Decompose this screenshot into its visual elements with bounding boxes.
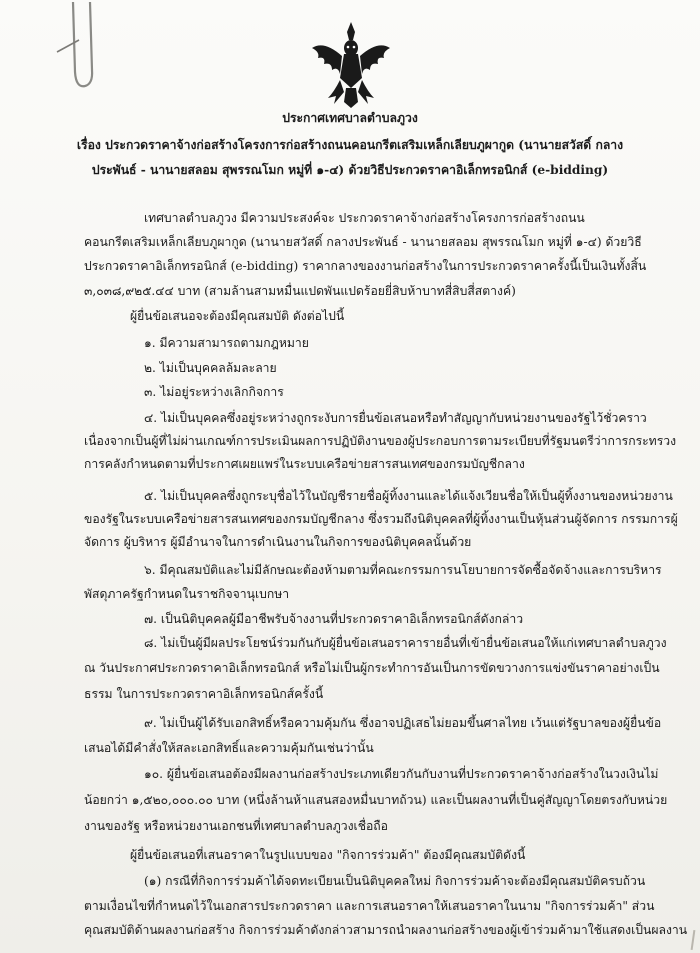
list-item: ๓. ไม่อยู่ระหว่างเลิกกิจการ <box>144 385 284 399</box>
list-item: ๗. เป็นนิติบุคคลผู้มีอาชีพรับจ้างงานที่ประกวดราคาอิเล็กทรอนิกส์ดังกล่าว <box>144 612 524 626</box>
list-item: การคลังกำหนดตามที่ประกาศเผยแพร่ในระบบเครือข่ายสารสนเทศของกรมบัญชีกลาง <box>84 457 525 471</box>
list-item: ๖. มีคุณสมบัติและไม่มีลักษณะต้องห้ามตามที่คณะกรรมการนโยบายการจัดซื้อจัดจ้างและการบริหาร <box>144 563 662 577</box>
list-item: ๕. ไม่เป็นบุคคลซึ่งถูกระบุชื่อไว้ในบัญชีรายชื่อผู้ทิ้งงานและได้แจ้งเวียนชื่อให้เป็นผู้ทิ้งงานของหน่วยงาน <box>144 489 673 503</box>
list-item: ๘. ไม่เป็นผู้มีผลประโยชน์ร่วมกันกับผู้ยื่นข้อเสนอราคารายอื่นที่เข้ายื่นข้อเสนอให้แก่เทศบาลตำบลภูวง <box>144 636 667 650</box>
list-item: ธรรม ในการประกวดราคาอิเล็กทรอนิกส์ครั้งนี้ <box>84 687 324 701</box>
subject-line-1: เรื่อง ประกวดราคาจ้างก่อสร้างโครงการก่อสร้างถนนคอนกรีตเสริมเหล็กเลียบภูผากูด (นานายสวัสดิ์ กลาง <box>76 138 624 152</box>
list-item: จัดการ ผู้บริหาร ผู้มีอำนาจในการดำเนินงานในกิจการของนิติบุคคลนั้นด้วย <box>84 535 472 549</box>
list-item: (๑) กรณีที่กิจการร่วมค้าได้จดทะเบียนเป็นนิติบุคคลใหม่ กิจการร่วมค้าจะต้องมีคุณสมบัติครบถ้วน <box>144 874 646 888</box>
list-item: ๙. ไม่เป็นผู้ได้รับเอกสิทธิ์หรือความคุ้มกัน ซึ่งอาจปฏิเสธไม่ยอมขึ้นศาลไทย เว้นแต่รัฐบาลของผู้ยื่นข้อ <box>144 716 662 730</box>
list-item: ๒. ไม่เป็นบุคคลล้มละลาย <box>144 361 277 375</box>
list-item: คุณสมบัติด้านผลงานก่อสร้าง กิจการร่วมค้าดังกล่าวสามารถนำผลงานก่อสร้างของผู้เข้าร่วมค้ามาใช้แสดงเป็นผลงาน <box>84 923 688 937</box>
list-item: ตามเงื่อนไขที่กำหนดไว้ในเอกสารประกวดราคา และการเสนอราคาให้เสนอราคาในนาม "กิจการร่วมค้า" ส่วน <box>84 899 655 913</box>
garuda-emblem-icon <box>306 18 396 110</box>
list-item: ๔. ไม่เป็นบุคคลซึ่งอยู่ระหว่างถูกระงับการยื่นข้อเสนอหรือทำสัญญากับหน่วยงานของรัฐไว้ชั่วคราว <box>144 411 647 425</box>
body-line: ผู้ยื่นข้อเสนอจะต้องมีคุณสมบัติ ดังต่อไปนี้ <box>130 309 345 323</box>
list-item: ๑๐. ผู้ยื่นข้อเสนอต้องมีผลงานก่อสร้างประเภทเดียวกันกับงานที่ประกวดราคาจ้างก่อสร้างในวงเงินไม่ <box>144 767 659 781</box>
body-line: เทศบาลตำบลภูวง มีความประสงค์จะ ประกวดราคาจ้างก่อสร้างโครงการก่อสร้างถนน <box>144 211 585 225</box>
list-item: พัสดุภาครัฐกำหนดในราชกิจจานุเบกษา <box>84 587 290 601</box>
body-line: ประกวดราคาอิเล็กทรอนิกส์ (e-bidding) ราคากลางของงานก่อสร้างในการประกวดราคาครั้งนี้เป็นเงินทั้งสิ้น <box>84 259 647 273</box>
document-header: ประกาศเทศบาลตำบลภูวง <box>282 111 418 125</box>
body-line: คอนกรีตเสริมเหล็กเลียบภูผากูด (นานายสวัสดิ์ กลางประพันธ์ - นานายสลอม สุพรรณโมก หมู่ที่ ๑-๔) ด้วยวิธี <box>84 235 642 249</box>
body-line: ๓,๐๓๘,๙๒๕.๔๔ บาท (สามล้านสามหมื่นแปดพันแปดร้อยยี่สิบห้าบาทสี่สิบสี่สตางค์) <box>84 284 516 298</box>
list-item: ณ วันประกาศประกวดราคาอิเล็กทรอนิกส์ หรือไม่เป็นผู้กระทำการอันเป็นการขัดขวางการแข่งขันราคาอย่างเป็น <box>84 661 660 675</box>
paper-clip-icon <box>55 0 115 95</box>
list-item: เสนอได้มีคำสั่งให้สละเอกสิทธิ์และความคุ้มกันเช่นว่านั้น <box>84 741 374 755</box>
list-item: ๑. มีความสามารถตามกฎหมาย <box>144 336 309 350</box>
list-item: เนื่องจากเป็นผู้ที่ไม่ผ่านเกณฑ์การประเมินผลการปฏิบัติงานของผู้ประกอบการตามระเบียบที่รัฐมนตรีว่าการกระทรวง <box>84 434 677 448</box>
list-item: ของรัฐในระบบเครือข่ายสารสนเทศของกรมบัญชีกลาง ซึ่งรวมถึงนิติบุคคลที่ผู้ทิ้งงานเป็นหุ้นส่วนผู้จัดการ กรรมการผู้ <box>84 512 678 526</box>
list-item: น้อยกว่า ๑,๕๒๐,๐๐๐.๐๐ บาท (หนึ่งล้านห้าแสนสองหมื่นบาทถ้วน) และเป็นผลงานที่เป็นคู่สัญญาโดยตรงกับหน่วย <box>84 793 668 807</box>
subject-line-2: ประพันธ์ - นานายสลอม สุพรรณโมก หมู่ที่ ๑-๔) ด้วยวิธีประกวดราคาอิเล็กทรอนิกส์ (e-bidding) <box>91 163 609 177</box>
body-line: ผู้ยื่นข้อเสนอที่เสนอราคาในรูปแบบของ "กิจการร่วมค้า" ต้องมีคุณสมบัติดังนี้ <box>130 848 526 862</box>
list-item: งานของรัฐ หรือหน่วยงานเอกชนที่เทศบาลตำบลภูวงเชื่อถือ <box>84 819 388 833</box>
